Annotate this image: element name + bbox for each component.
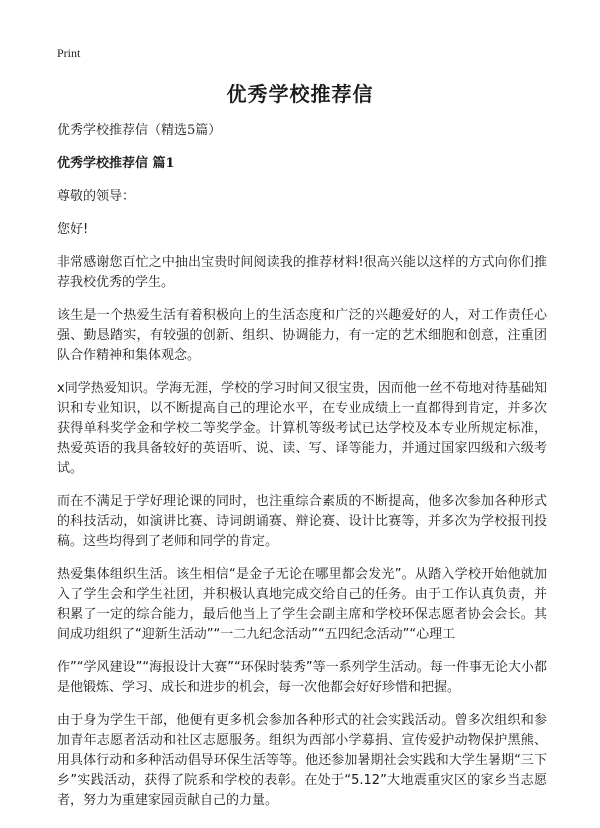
document-subtitle: 优秀学校推荐信（精选5篇）: [57, 123, 222, 138]
page-title: 优秀学校推荐信: [226, 82, 374, 106]
paragraph-7: 由于身为学生干部，他便有更多机会参加各种形式的社会实践活动。曾多次组织和参加青年志愿者活动和社区志愿服务。组织为西部小学募捐、宣传爱护动物保护黑熊、用具体行动和多种活动倡导环保生活等等。他还参加暑期社会实践和大学生暑期“三下乡”实践活动，获得了院系和学校的表彰。在处于“5.12”大地震重灾区的家乡当志愿者，努力为重建家园贡献自己的力量。: [57, 713, 547, 808]
salutation: 尊敬的领导：: [57, 189, 136, 204]
paragraph-1: 非常感谢您百忙之中抽出宝贵时间阅读我的推荐材料!很高兴能以这样的方式向你们推荐我校优秀的学生。: [57, 255, 547, 290]
paragraph-2: 该生是一个热爱生活有着积极向上的生活态度和广泛的兴趣爱好的人，对工作责任心强、勤恳踏实，有较强的创新、组织、协调能力，有一定的艺术细胞和创意，注重团队合作精神和集体观念。: [57, 308, 547, 363]
section-heading: 优秀学校推荐信 篇1: [57, 156, 175, 171]
paragraph-6: 作”“学风建设”“海报设计大赛”“环保时装秀”等一系列学生活动。每一件事无论大小都是他锻炼、学习、成长和进步的机会，每一次他都会好好珍惜和把握。: [57, 660, 547, 695]
document-body: [57, 121, 547, 811]
greeting: 您好!: [57, 222, 89, 237]
paragraph-3: x同学热爱知识。学海无涯，学校的学习时间又很宝贵，因而他一丝不苟地对待基础知识和专业知识，以不断提高自己的理论水平，在专业成绩上一直都得到肯定，并多次获得单科奖学金和学校二等奖学金。计算机等级考试已达学校及本专业所规定标准，热爱英语的我具备较好的英语听、说、读、写、译等能力，并通过国家四级和六级考试。: [57, 381, 547, 476]
print-link[interactable]: Print: [57, 46, 81, 60]
paragraph-5: 热爱集体组织生活。该生相信“是金子无论在哪里都会发光”。从踏入学校开始他就加入了学生会和学生社团，并积极认真地完成交给自己的任务。由于工作认真负责，并积累了一定的综合能力，最后他当上了学生会副主席和学校环保志愿者协会会长。其间成功组织了“迎新生活动”“一二九纪念活动”“五四纪念活动”“心理工: [57, 567, 547, 642]
paragraph-4: 而在不满足于学好理论课的同时，也注重综合素质的不断提高，他多次参加各种形式的科技活动，如演讲比赛、诗词朗诵赛、辩论赛、设计比赛等，并多次为学校报刊投稿。这些均得到了老师和同学的肯定。: [57, 494, 547, 549]
